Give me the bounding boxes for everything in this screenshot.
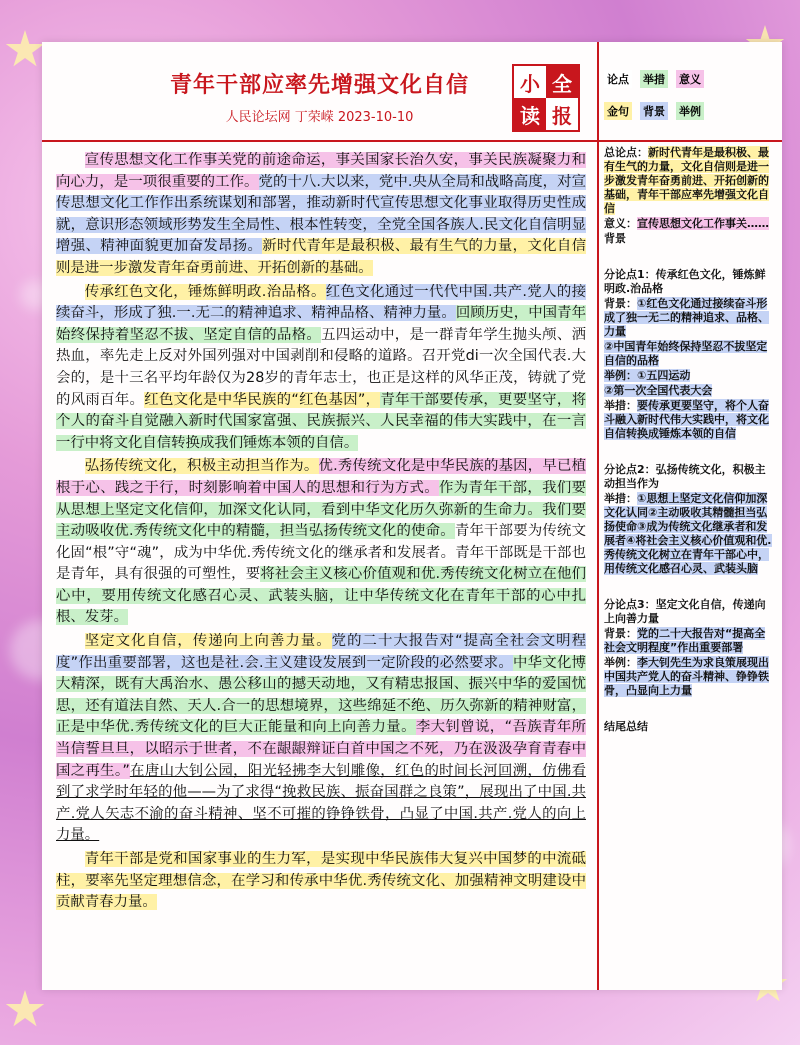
outline-text: ②中国青年始终保持坚忍不拔坚定自信的品格	[604, 340, 768, 367]
star-decoration	[5, 990, 45, 1030]
text-segment: 青年干部是党和国家事业的生力军，是实现中华民族伟大复兴中国梦的中流砥柱，要率先坚定理想信念，在学习和传承中华优.秀传统文化、加强精神文明建设中贡献青春力量。	[56, 851, 586, 911]
legend-chip: 意义	[676, 70, 704, 88]
text-segment: 李大钊曾说，“吾族青年所当信誓旦旦，以昭示于世者，不在龈龈辩证白首中国之不死，乃在汲汲孕育青春中国之再生。”	[56, 719, 586, 779]
outline-text: 背景：	[604, 297, 637, 310]
text-segment: 红色文化是中华民族的“红色基因”，	[144, 391, 381, 408]
outline-block	[604, 268, 776, 441]
paragraph	[56, 456, 586, 629]
outline-text: 背景：	[604, 627, 637, 640]
outline-block	[604, 598, 776, 698]
outline-text: 新时代青年是最积极、最有生气的力量，文化自信则是进一步激发青年奋勇前进、开拓创新的基础，青年干部应率先增强文化自信	[604, 146, 769, 215]
article-body	[56, 150, 586, 916]
outline-text: 李大钊先生为求良策展现出中国共产党人的奋斗精神、铮铮铁骨，凸显向上力量	[604, 656, 769, 697]
divider	[597, 42, 599, 990]
color-legend	[604, 70, 774, 134]
text-segment: 作为青年干部，我们要从思想上坚定文化信仰，加深文化认同，看到中华文化历久弥新的生命力。我们要主动吸收优.秀传统文化中的精髓，担当弘扬传统文化的使命。	[56, 479, 586, 540]
text-segment: 坚定文化自信，传递向上向善力量。	[84, 633, 332, 650]
legend-chip: 金句	[604, 102, 632, 120]
text-segment: 党的二十大报告对“提高全社会文明程度”作出重要部署，这也是社.会.主义建设发展到一定阶段的必然要求。	[56, 633, 586, 671]
outline-text: 分论点3：坚定文化自信，传递向上向善力量	[604, 598, 766, 625]
paragraph	[56, 150, 586, 280]
outline-text: 背景	[604, 232, 626, 245]
text-segment: 党的十八.大以来，党中.央从全局和战略高度，对宣传思想文化工作作出系统谋划和部署，推动新时代宣传思想文化事业取得历史性成就，意识形态领域形势发生全局性、根本性转变，全党全国各族人.民文化自信明显增强、精神面貌更加奋发昂扬。	[56, 173, 586, 255]
outline-text: 党的二十大报告对“提高全社会文明程度”作出重要部署	[604, 627, 766, 654]
text-segment: 将社会主义核心价值观和优.秀传统文化树立在他们心中，要用传统文化感召心灵、武装头脑，让中华传统文化在青年干部的心中扎根、发芽。	[56, 566, 586, 626]
outline-text: 总论点：	[604, 146, 648, 159]
divider	[597, 140, 782, 142]
outline-text: 举例：①五四运动	[604, 369, 691, 382]
text-segment: 传承红色文化，锤炼鲜明政.治品格。	[84, 283, 326, 300]
text-segment: 青年干部要为传统文化固“根”守“魂”，成为中华优.秀传统文化的继承者和发展者。青年干部既是干部也是青年，具有很强的可塑性，要	[56, 523, 586, 583]
logo-char: 读	[514, 98, 546, 130]
text-segment: 优.秀传统文化是中华民族的基因，早已植根于心、践之于行，时刻影响着中国人的思想和行为方式。	[56, 458, 586, 496]
star-decoration	[5, 30, 45, 70]
outline-text: 分论点1：传承红色文化，锤炼鲜明政.治品格	[604, 268, 766, 295]
page-title: 青年干部应率先增强文化自信	[169, 73, 469, 98]
outline-text: 举例：	[604, 656, 637, 669]
outline-text: 举措：	[604, 492, 637, 505]
logo-char: 小	[520, 71, 540, 96]
legend-chip: 举例	[676, 102, 704, 120]
text-segment: 回顾历史，中国青年始终保持着坚忍不拔、坚定自信的品格。	[56, 305, 586, 343]
legend-chip: 论点	[604, 70, 632, 88]
text-segment: 新时代青年是最积极、最有生气的力量，文化自信则是进一步激发青年奋勇前进、开拓创新的基础。	[56, 238, 586, 276]
text-segment: 五四运动中，是一群青年学生抛头颅、洒热血，率先走上反对外国列强对中国剥削和侵略的道路。召开党di一次全国代表.大会的，是十三名平均年龄仅为28岁的青年志士，也正是这样的风华正茂，铸就了党的风雨百年。	[56, 326, 586, 408]
text-segment: 青年干部要传承，更要坚守，将个人的奋斗自觉融入新时代国家富强、民族振兴、人民幸福的伟大实践中，在一言一行中将文化自信转换成我们锤炼本领的自信。	[56, 391, 586, 451]
paragraph	[56, 631, 586, 847]
divider	[42, 140, 597, 142]
outline-block	[604, 146, 776, 246]
outline-block	[604, 463, 776, 576]
text-segment: 红色文化通过一代代中国.共产.党人的接续奋斗，形成了独.一.无二的精神追求、精神品格、精神力量。	[56, 283, 586, 322]
logo-char: 全	[546, 66, 578, 98]
paragraph	[56, 282, 586, 455]
outline-text: 要传承更要坚守，将个人奋斗融入新时代伟大实践中，将文化自信转换成锤炼本领的自信	[604, 399, 769, 440]
text-segment: 中华文化博大精深，既有大禹治水、愚公移山的撼天动地，又有精忠报国、振兴中华的爱国忧思，还有道法自然、天人.合一的思想境界，这些绵延不绝、历久弥新的精神财富，正是中华优.秀传统文化的巨大正能量和向上向善力量。	[56, 654, 586, 736]
outline-text: ①红色文化通过接续奋斗形成了独一无二的精神追求、品格、力量	[604, 297, 769, 338]
outline-text: 宣传思想文化工作事关……	[637, 217, 769, 230]
logo-char: 报	[552, 103, 572, 128]
legend-chip: 举措	[640, 70, 668, 88]
outline-text: 意义：	[604, 217, 637, 230]
outline-text: 分论点2：弘扬传统文化，积极主动担当作为	[604, 463, 766, 490]
outline-text: 举措：	[604, 399, 637, 412]
outline-text: ②第一次全国代表大会	[604, 384, 713, 397]
logo	[512, 64, 580, 132]
text-segment: 弘扬传统文化，积极主动担当作为。	[84, 458, 319, 475]
outline-sidebar	[604, 146, 776, 756]
legend-row	[604, 70, 774, 88]
outline-block	[604, 720, 776, 734]
outline-text: ①思想上坚定文化信仰加深文化认同②主动吸收其精髓担当弘扬使命③成为传统文化继承者和发展者④将社会主义核心价值观和优.秀传统文化树立在青年干部心中，用传统文化感召心灵、武装头脑	[604, 492, 772, 575]
byline: 人民论坛网 丁荣嵘 2023-10-10	[225, 110, 414, 125]
article-page	[42, 42, 782, 990]
outline-text: 结尾总结	[604, 720, 648, 733]
text-segment: 在唐山大钊公园，阳光轻拂李大钊雕像，红色的时间长河回溯，仿佛看到了求学时年轻的他——为了求得“挽救民族、振奋国群之良策”，展现出了中国.共产.党人矢志不渝的奋斗精神、坚不可摧的铮铮铁骨，凸显了中国.共产.党人的向上力量。	[56, 762, 586, 844]
legend-row	[604, 102, 774, 120]
text-segment: 宣传思想文化工作事关党的前途命运，事关国家长治久安，事关民族凝聚力和向心力，是一项很重要的工作。	[56, 152, 586, 190]
legend-chip: 背景	[640, 102, 668, 120]
paragraph	[56, 849, 586, 914]
